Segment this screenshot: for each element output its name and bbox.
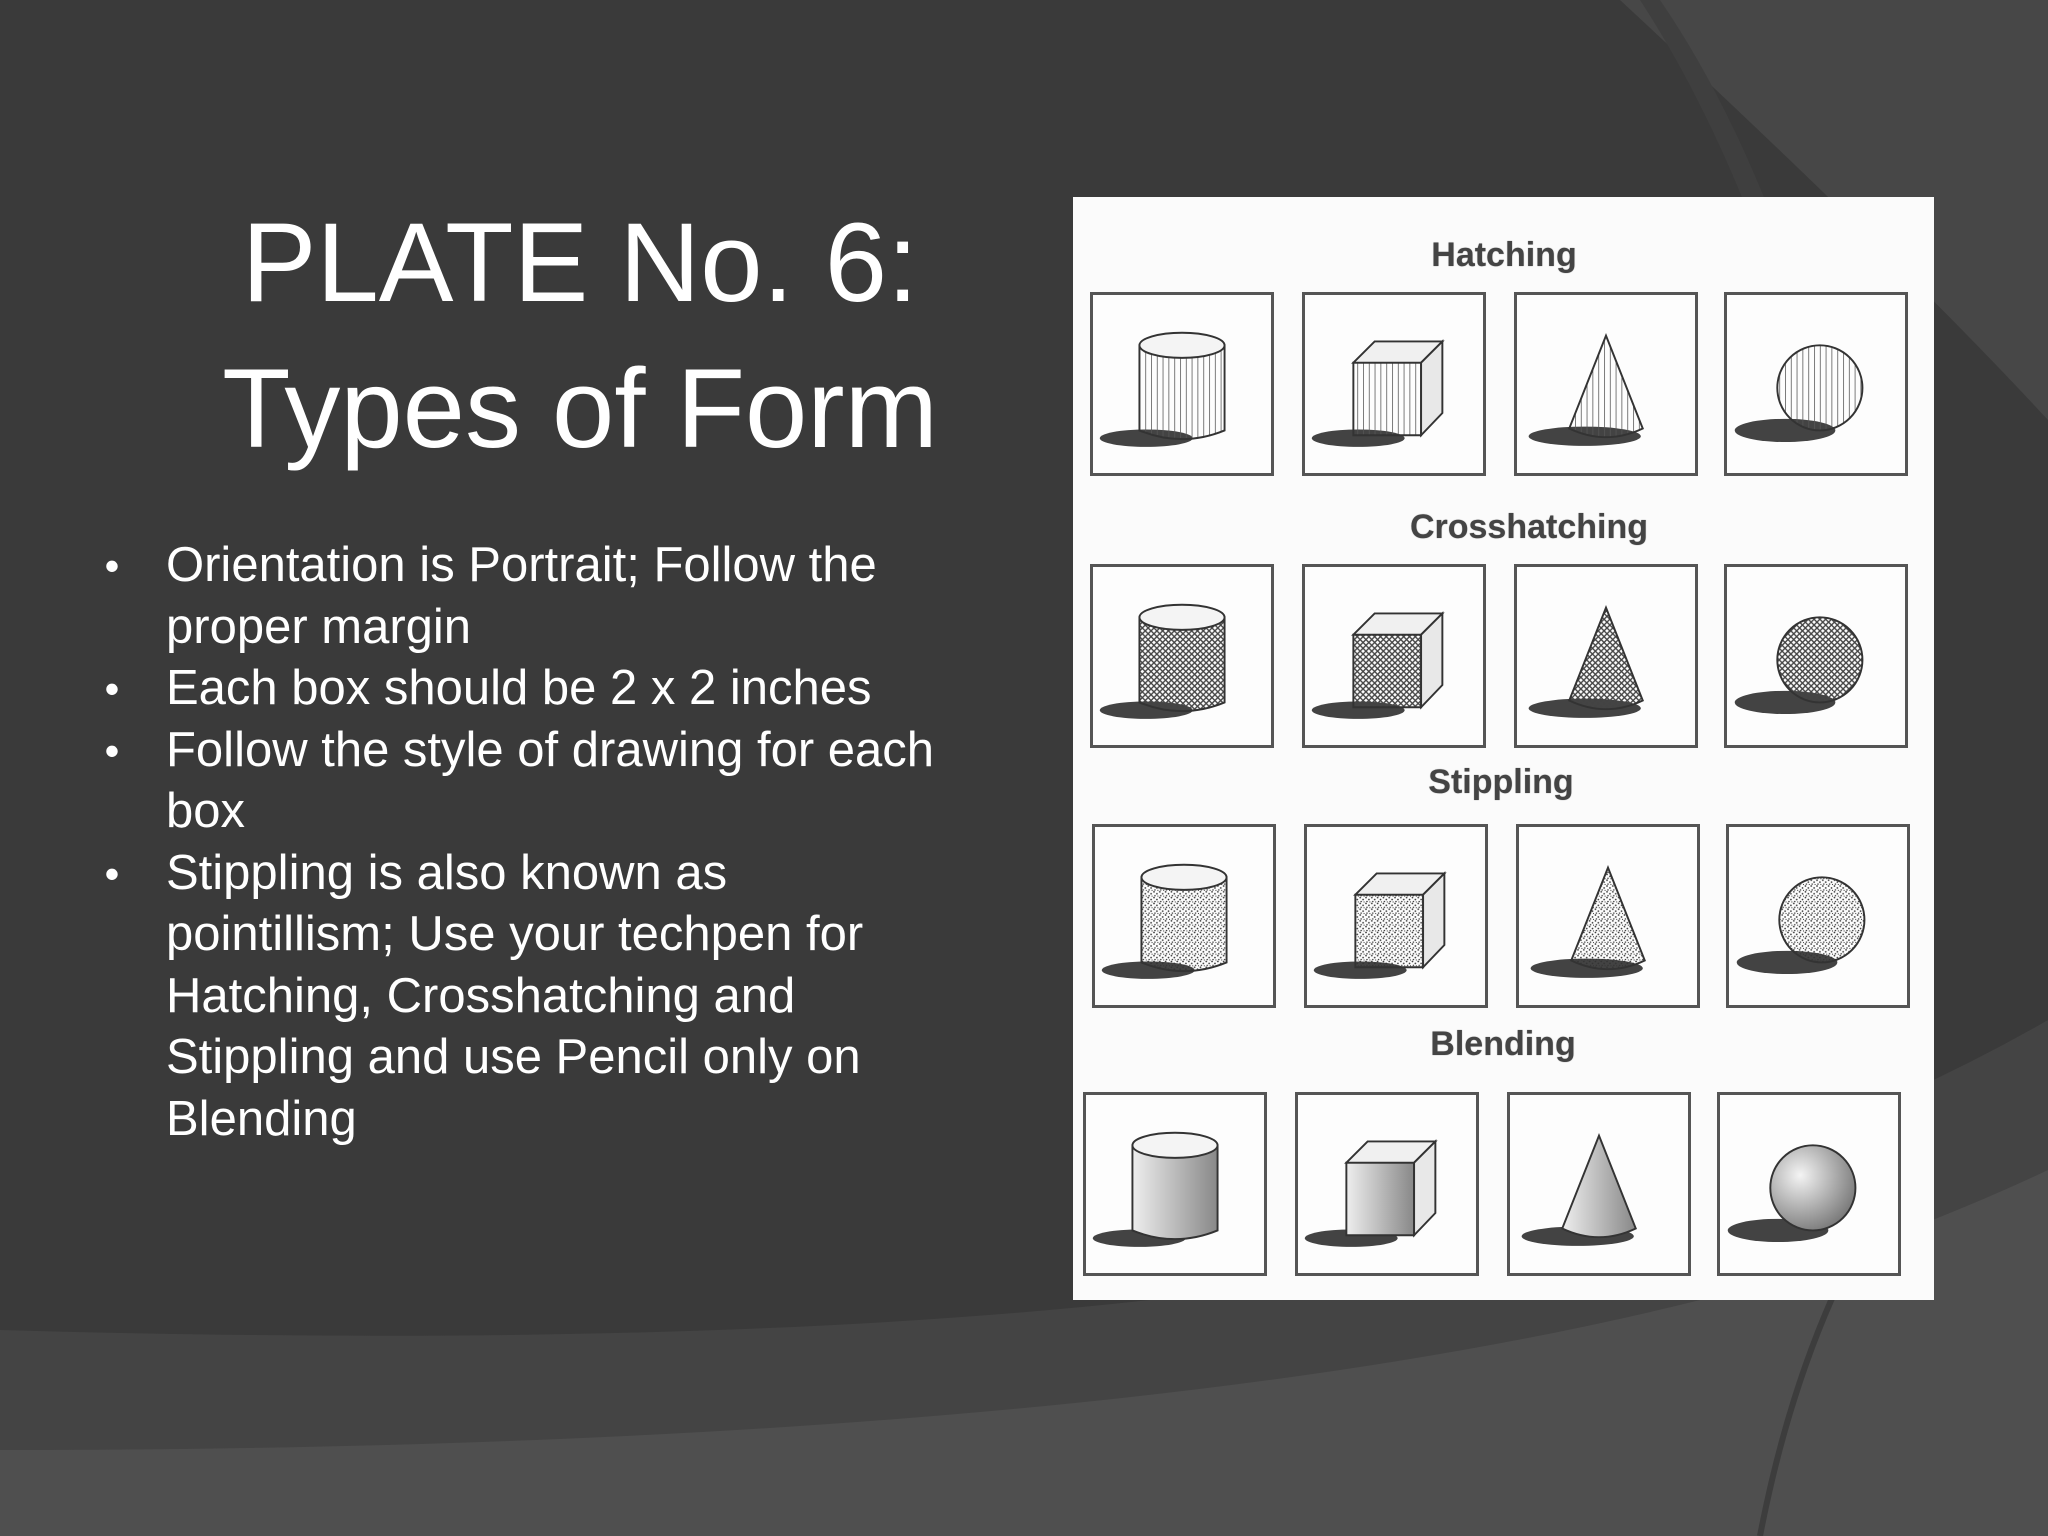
hatching-cube-box [1302,292,1486,476]
cone-icon [1519,827,1697,1005]
cylinder-icon [1086,1095,1264,1273]
section-label-stippling: Stippling [1428,763,1574,801]
blending-cube-box [1295,1092,1479,1276]
cube-icon [1305,567,1483,745]
section-label-hatching: Hatching [1431,236,1577,274]
cube-icon [1298,1095,1476,1273]
sphere-icon [1720,1095,1898,1273]
cylinder-icon [1093,295,1271,473]
blending-cone-box [1507,1092,1691,1276]
shading-techniques-plate [1073,197,1934,1300]
bullet-dot-icon: • [104,542,120,589]
bullet-text: Stippling is also known as pointillism; Use your techpen for Hatching, Crosshatching and Stippling and use Pencil only on Blending [166,845,864,1146]
cone-icon [1517,295,1695,473]
cylinder-icon [1093,567,1271,745]
bullet-item [100,843,960,1151]
crosshatching-cylinder-box [1090,564,1274,748]
stippling-cone-box [1516,824,1700,1008]
sphere-icon [1729,827,1907,1005]
bullet-dot-icon: • [104,726,120,774]
bullet-item [100,535,960,658]
sphere-icon [1727,567,1905,745]
section-label-crosshatching: Crosshatching [1409,508,1649,546]
stippling-sphere-box [1726,824,1910,1008]
crosshatching-cube-box [1302,564,1486,748]
cube-icon [1307,827,1485,1005]
stippling-cube-box [1304,824,1488,1008]
bullet-text: Orientation is Portrait; Follow the proper margin [166,538,877,654]
section-label-blending: Blending [1430,1025,1576,1063]
sphere-icon [1727,295,1905,473]
stippling-cylinder-box [1092,824,1276,1008]
bullet-text: Each box should be 2 x 2 inches [166,661,872,715]
hatching-cone-box [1514,292,1698,476]
cone-icon [1510,1095,1688,1273]
bullet-item [100,720,960,843]
cylinder-icon [1095,827,1273,1005]
hatching-cylinder-box [1090,292,1274,476]
hatching-sphere-box [1724,292,1908,476]
slide-title [150,190,1010,481]
blending-sphere-box [1717,1092,1901,1276]
bullet-item [100,658,960,720]
bullet-dot-icon: • [104,849,120,897]
crosshatching-cone-box [1514,564,1698,748]
title-line-2: Types of Form [222,345,938,471]
bullet-dot-icon: • [104,665,120,712]
bullet-text: Follow the style of drawing for each box [166,722,935,838]
cone-icon [1517,567,1695,745]
title-line-1: PLATE No. 6: [241,200,919,325]
crosshatching-sphere-box [1724,564,1908,748]
bullet-list [100,535,960,1150]
blending-cylinder-box [1083,1092,1267,1276]
cube-icon [1305,295,1483,473]
